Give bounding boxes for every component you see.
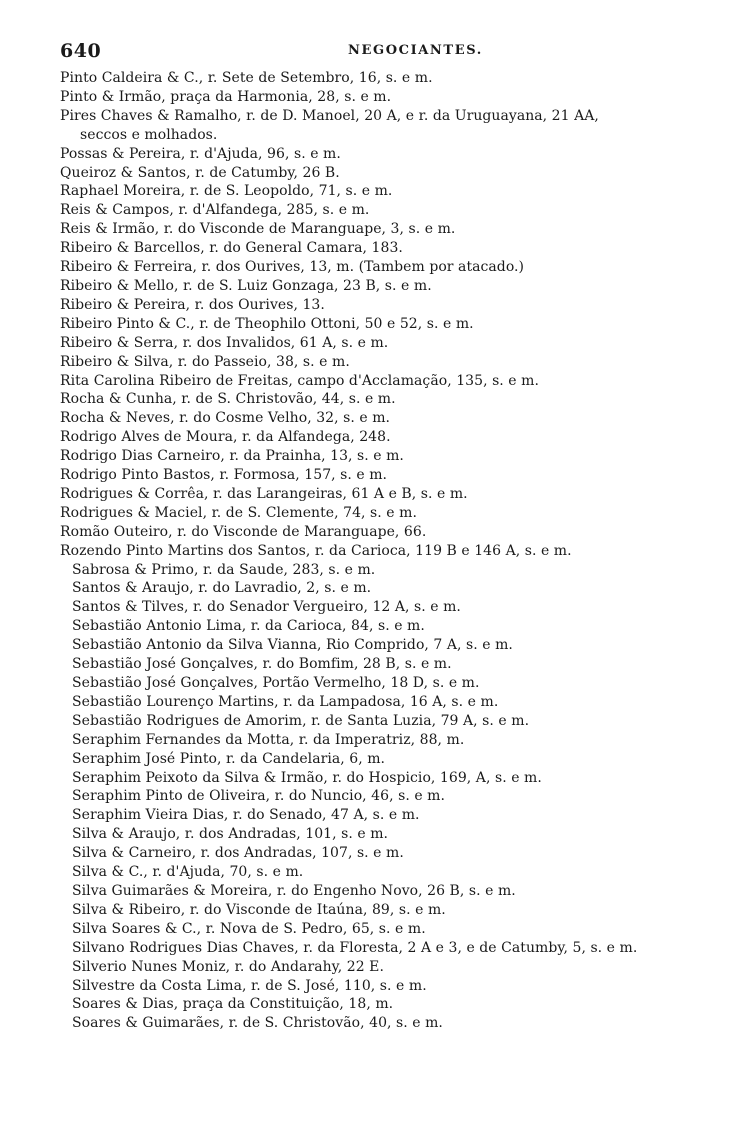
list-item: Santos & Araujo, r. do Lavradio, 2, s. e m. — [72, 580, 372, 597]
list-item: Silva Soares & C., r. Nova de S. Pedro, 65, s. e m. — [72, 920, 426, 937]
list-item: Rodrigo Pinto Bastos, r. Formosa, 157, s. e m. — [60, 467, 388, 484]
list-item: Sabrosa & Primo, r. da Saude, 283, s. e m. — [72, 561, 376, 578]
list-item: Pinto Caldeira & C., r. Sete de Setembro, 16, s. e m. — [60, 70, 433, 86]
list-item: Ribeiro & Serra, r. dos Invalidos, 61 A, s. e m. — [60, 334, 389, 351]
list-item: Sebastião José Gonçalves, r. do Bomfim, 28 B, s. e m. — [72, 656, 452, 673]
list-item: Romão Outeiro, r. do Visconde de Maranguape, 66. — [60, 523, 427, 540]
list-item: Ribeiro & Pereira, r. dos Ourives, 13. — [60, 296, 325, 313]
list-item: Pires Chaves & Ramalho, r. de D. Manoel, 20 A, e r. da Uruguayana, 21 AA, — [60, 107, 599, 124]
merchant-list — [60, 69, 710, 1033]
list-item: Ribeiro & Silva, r. do Passeio, 38, s. e m. — [60, 353, 350, 370]
list-item: Sebastião José Gonçalves, Portão Vermelho, 18 D, s. e m. — [72, 675, 480, 691]
list-item: Rocha & Neves, r. do Cosme Velho, 32, s. e m. — [60, 410, 391, 427]
list-item: Seraphim José Pinto, r. da Candelaria, 6, m. — [72, 750, 386, 767]
list-item: Silva & Carneiro, r. dos Andradas, 107, s. e m. — [72, 845, 404, 862]
list-item: Silva Guimarães & Moreira, r. do Engenho Novo, 26 B, s. e m. — [72, 882, 516, 899]
list-item: Reis & Campos, r. d'Alfandega, 285, s. e m. — [60, 202, 370, 219]
list-item: Raphael Moreira, r. de S. Leopoldo, 71, s. e m. — [60, 183, 393, 200]
list-item: Rodrigo Alves de Moura, r. da Alfandega, 248. — [60, 429, 391, 446]
list-item: Rozendo Pinto Martins dos Santos, r. da Carioca, 119 B e 146 A, s. e m. — [60, 542, 572, 559]
list-item: Soares & Guimarães, r. de S. Christovão, 40, s. e m. — [72, 1015, 443, 1032]
list-item: Pinto & Irmão, praça da Harmonia, 28, s. e m. — [60, 88, 392, 105]
list-item-continuation: seccos e molhados. — [80, 126, 218, 143]
list-item: Ribeiro & Mello, r. de S. Luiz Gonzaga, 23 B, s. e m. — [60, 277, 432, 294]
list-item: Silva & Araujo, r. dos Andradas, 101, s. e m. — [72, 826, 389, 843]
list-item: Sebastião Antonio Lima, r. da Carioca, 84, s. e m. — [72, 618, 425, 635]
list-item: Seraphim Peixoto da Silva & Irmão, r. do Hospicio, 169, A, s. e m. — [72, 769, 542, 786]
page-header — [60, 40, 700, 64]
list-item: Ribeiro & Ferreira, r. dos Ourives, 13, m. (Tambem por atacado.) — [60, 259, 525, 276]
list-item: Silverio Nunes Moniz, r. do Andarahy, 22 E. — [72, 958, 384, 975]
list-item: Rita Carolina Ribeiro de Freitas, campo d'Acclamação, 135, s. e m. — [60, 372, 539, 389]
list-item: Seraphim Fernandes da Motta, r. da Imperatriz, 88, m. — [72, 731, 465, 748]
list-item: Ribeiro Pinto & C., r. de Theophilo Ottoni, 50 e 52, s. e m. — [60, 315, 474, 332]
list-item: Soares & Dias, praça da Constituição, 18, m. — [72, 996, 394, 1013]
list-item: Rocha & Cunha, r. de S. Christovão, 44, s. e m. — [60, 391, 396, 408]
list-item: Seraphim Pinto de Oliveira, r. do Nuncio, 46, s. e m. — [72, 788, 445, 805]
list-item: Silva & C., r. d'Ajuda, 70, s. e m. — [72, 864, 304, 881]
list-item: Rodrigues & Corrêa, r. das Larangeiras, 61 A e B, s. e m. — [60, 485, 468, 502]
list-item: Queiroz & Santos, r. de Catumby, 26 B. — [60, 164, 340, 181]
list-item: Sebastião Antonio da Silva Vianna, Rio Comprido, 7 A, s. e m. — [72, 637, 513, 654]
list-item: Silvano Rodrigues Dias Chaves, r. da Floresta, 2 A e 3, e de Catumby, 5, s. e m. — [72, 939, 638, 956]
list-item: Ribeiro & Barcellos, r. do General Camara, 183. — [60, 240, 403, 257]
list-item: Rodrigo Dias Carneiro, r. da Prainha, 13, s. e m. — [60, 448, 404, 465]
list-item: Rodrigues & Maciel, r. de S. Clemente, 74, s. e m. — [60, 504, 417, 521]
list-item: Seraphim Vieira Dias, r. do Senado, 47 A, s. e m. — [72, 807, 420, 824]
list-item: Santos & Tilves, r. do Senador Vergueiro, 12 A, s. e m. — [72, 599, 461, 616]
list-item: Silvestre da Costa Lima, r. de S. José, 110, s. e m. — [72, 977, 427, 994]
list-item: Silva & Ribeiro, r. do Visconde de Itaúna, 89, s. e m. — [72, 901, 446, 918]
list-item: Reis & Irmão, r. do Visconde de Maranguape, 3, s. e m. — [60, 221, 456, 238]
running-title: NEGOCIANTES. — [348, 43, 483, 58]
list-item: Sebastião Lourenço Martins, r. da Lampadosa, 16 A, s. e m. — [72, 693, 499, 710]
page-number: 640 — [60, 40, 102, 62]
list-item: Possas & Pereira, r. d'Ajuda, 96, s. e m. — [60, 145, 341, 162]
list-item: Sebastião Rodrigues de Amorim, r. de Santa Luzia, 79 A, s. e m. — [72, 712, 530, 729]
